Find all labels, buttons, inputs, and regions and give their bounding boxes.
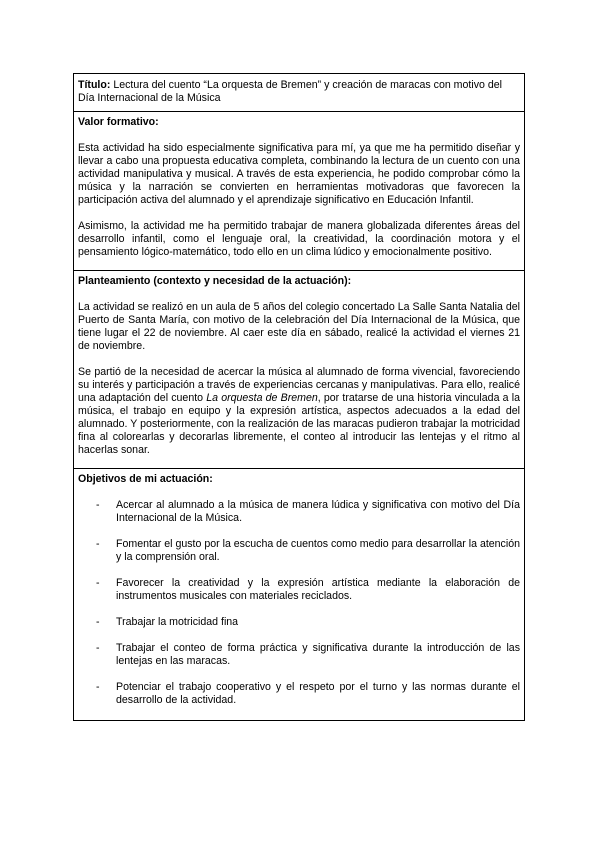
dash-bullet: - (96, 577, 100, 589)
objective-text: Trabajar la motricidad fina (116, 616, 239, 628)
list-item (78, 577, 520, 603)
valor-formativo-paragraph-2: Asimismo, la actividad me ha permitido trabajar de manera globalizada diferentes áreas del desarrollo infantil, como el lenguaje oral, la creatividad, la coordinación motora y el pensamiento lógico-matemático, todo ello en un clima lúdico y emocionalmente positivo. (78, 220, 520, 258)
dash-bullet: - (96, 681, 100, 693)
planteamiento-paragraph-2 (78, 366, 520, 457)
objectives-list (78, 499, 520, 715)
story-title-italic: La orquesta de Bremen (206, 392, 318, 404)
title-text: Lectura del cuento “La orquesta de Bremen” y creación de maracas con motivo del Día Internacional de la Música (78, 79, 502, 104)
objective-text: Potenciar el trabajo cooperativo y el respeto por el turno y las normas durante el desarrollo de la actividad. (116, 681, 520, 706)
valor-formativo-cell (74, 112, 524, 271)
dash-bullet: - (96, 538, 100, 550)
valor-formativo-paragraph-1: Esta actividad ha sido especialmente significativa para mí, ya que me ha permitido diseñar y llevar a cabo una propuesta educativa completa, combinando la lectura de un cuento con una actividad manipulativa y musical. A través de esta experiencia, he podido comprobar cómo la música y la narración se convierten en herramientas motivadoras que favorecen la participación activa del alumnado y el aprendizaje significativo en Educación Infantil. (78, 142, 520, 206)
activity-sheet-table (73, 73, 525, 721)
valor-formativo-heading: Valor formativo: (78, 116, 159, 128)
list-item (78, 538, 520, 564)
objetivos-heading: Objetivos de mi actuación: (78, 473, 213, 485)
planteamiento-paragraph-2-start: Se partió de la necesidad de acercar la música al alumnado de forma vivencial, favoreciendo su interés y participación a través de experiencias cercanas y manipulativas. Para ello, realicé una adaptación del cuento (78, 366, 520, 404)
objective-text: Fomentar el gusto por la escucha de cuentos como medio para desarrollar la atención y la comprensión oral. (116, 538, 520, 563)
list-item (78, 616, 520, 629)
objective-text: Trabajar el conteo de forma práctica y significativa durante la introducción de las lentejas en las maracas. (116, 642, 520, 667)
planteamiento-cell (74, 271, 524, 469)
planteamiento-paragraph-2-end: , por tratarse de una historia vinculada a la música, el trabajo en equipo y la expresión artística, aspectos adecuados a la edad del alumnado. Y posteriormente, con la realización de las maracas pudieron trabajar la motricidad fina al colorearlas y decorarlas libremente, el conteo al introducir las lentejas y el ritmo al hacerlas sonar. (78, 392, 520, 456)
objective-text: Acercar al alumnado a la música de manera lúdica y significativa con motivo del Día Internacional de la Música. (116, 499, 520, 524)
list-item (78, 681, 520, 707)
objective-text: Favorecer la creatividad y la expresión artística mediante la elaboración de instrumentos musicales con materiales reciclados. (116, 577, 520, 602)
title-label: Título: (78, 79, 111, 91)
list-item (78, 499, 520, 525)
dash-bullet: - (96, 642, 100, 654)
planteamiento-paragraph-1: La actividad se realizó en un aula de 5 años del colegio concertado La Salle Santa Natalia del Puerto de Santa María, con motivo de la celebración del Día Internacional de la Música, que tiene lugar el 22 de noviembre. Al caer este día en sábado, realicé la actividad el viernes 21 de noviembre. (78, 301, 520, 352)
title-cell (74, 74, 524, 112)
objetivos-cell (74, 469, 524, 720)
list-item (78, 642, 520, 668)
dash-bullet: - (96, 499, 100, 511)
planteamiento-heading: Planteamiento (contexto y necesidad de la actuación): (78, 275, 352, 287)
dash-bullet: - (96, 616, 100, 628)
